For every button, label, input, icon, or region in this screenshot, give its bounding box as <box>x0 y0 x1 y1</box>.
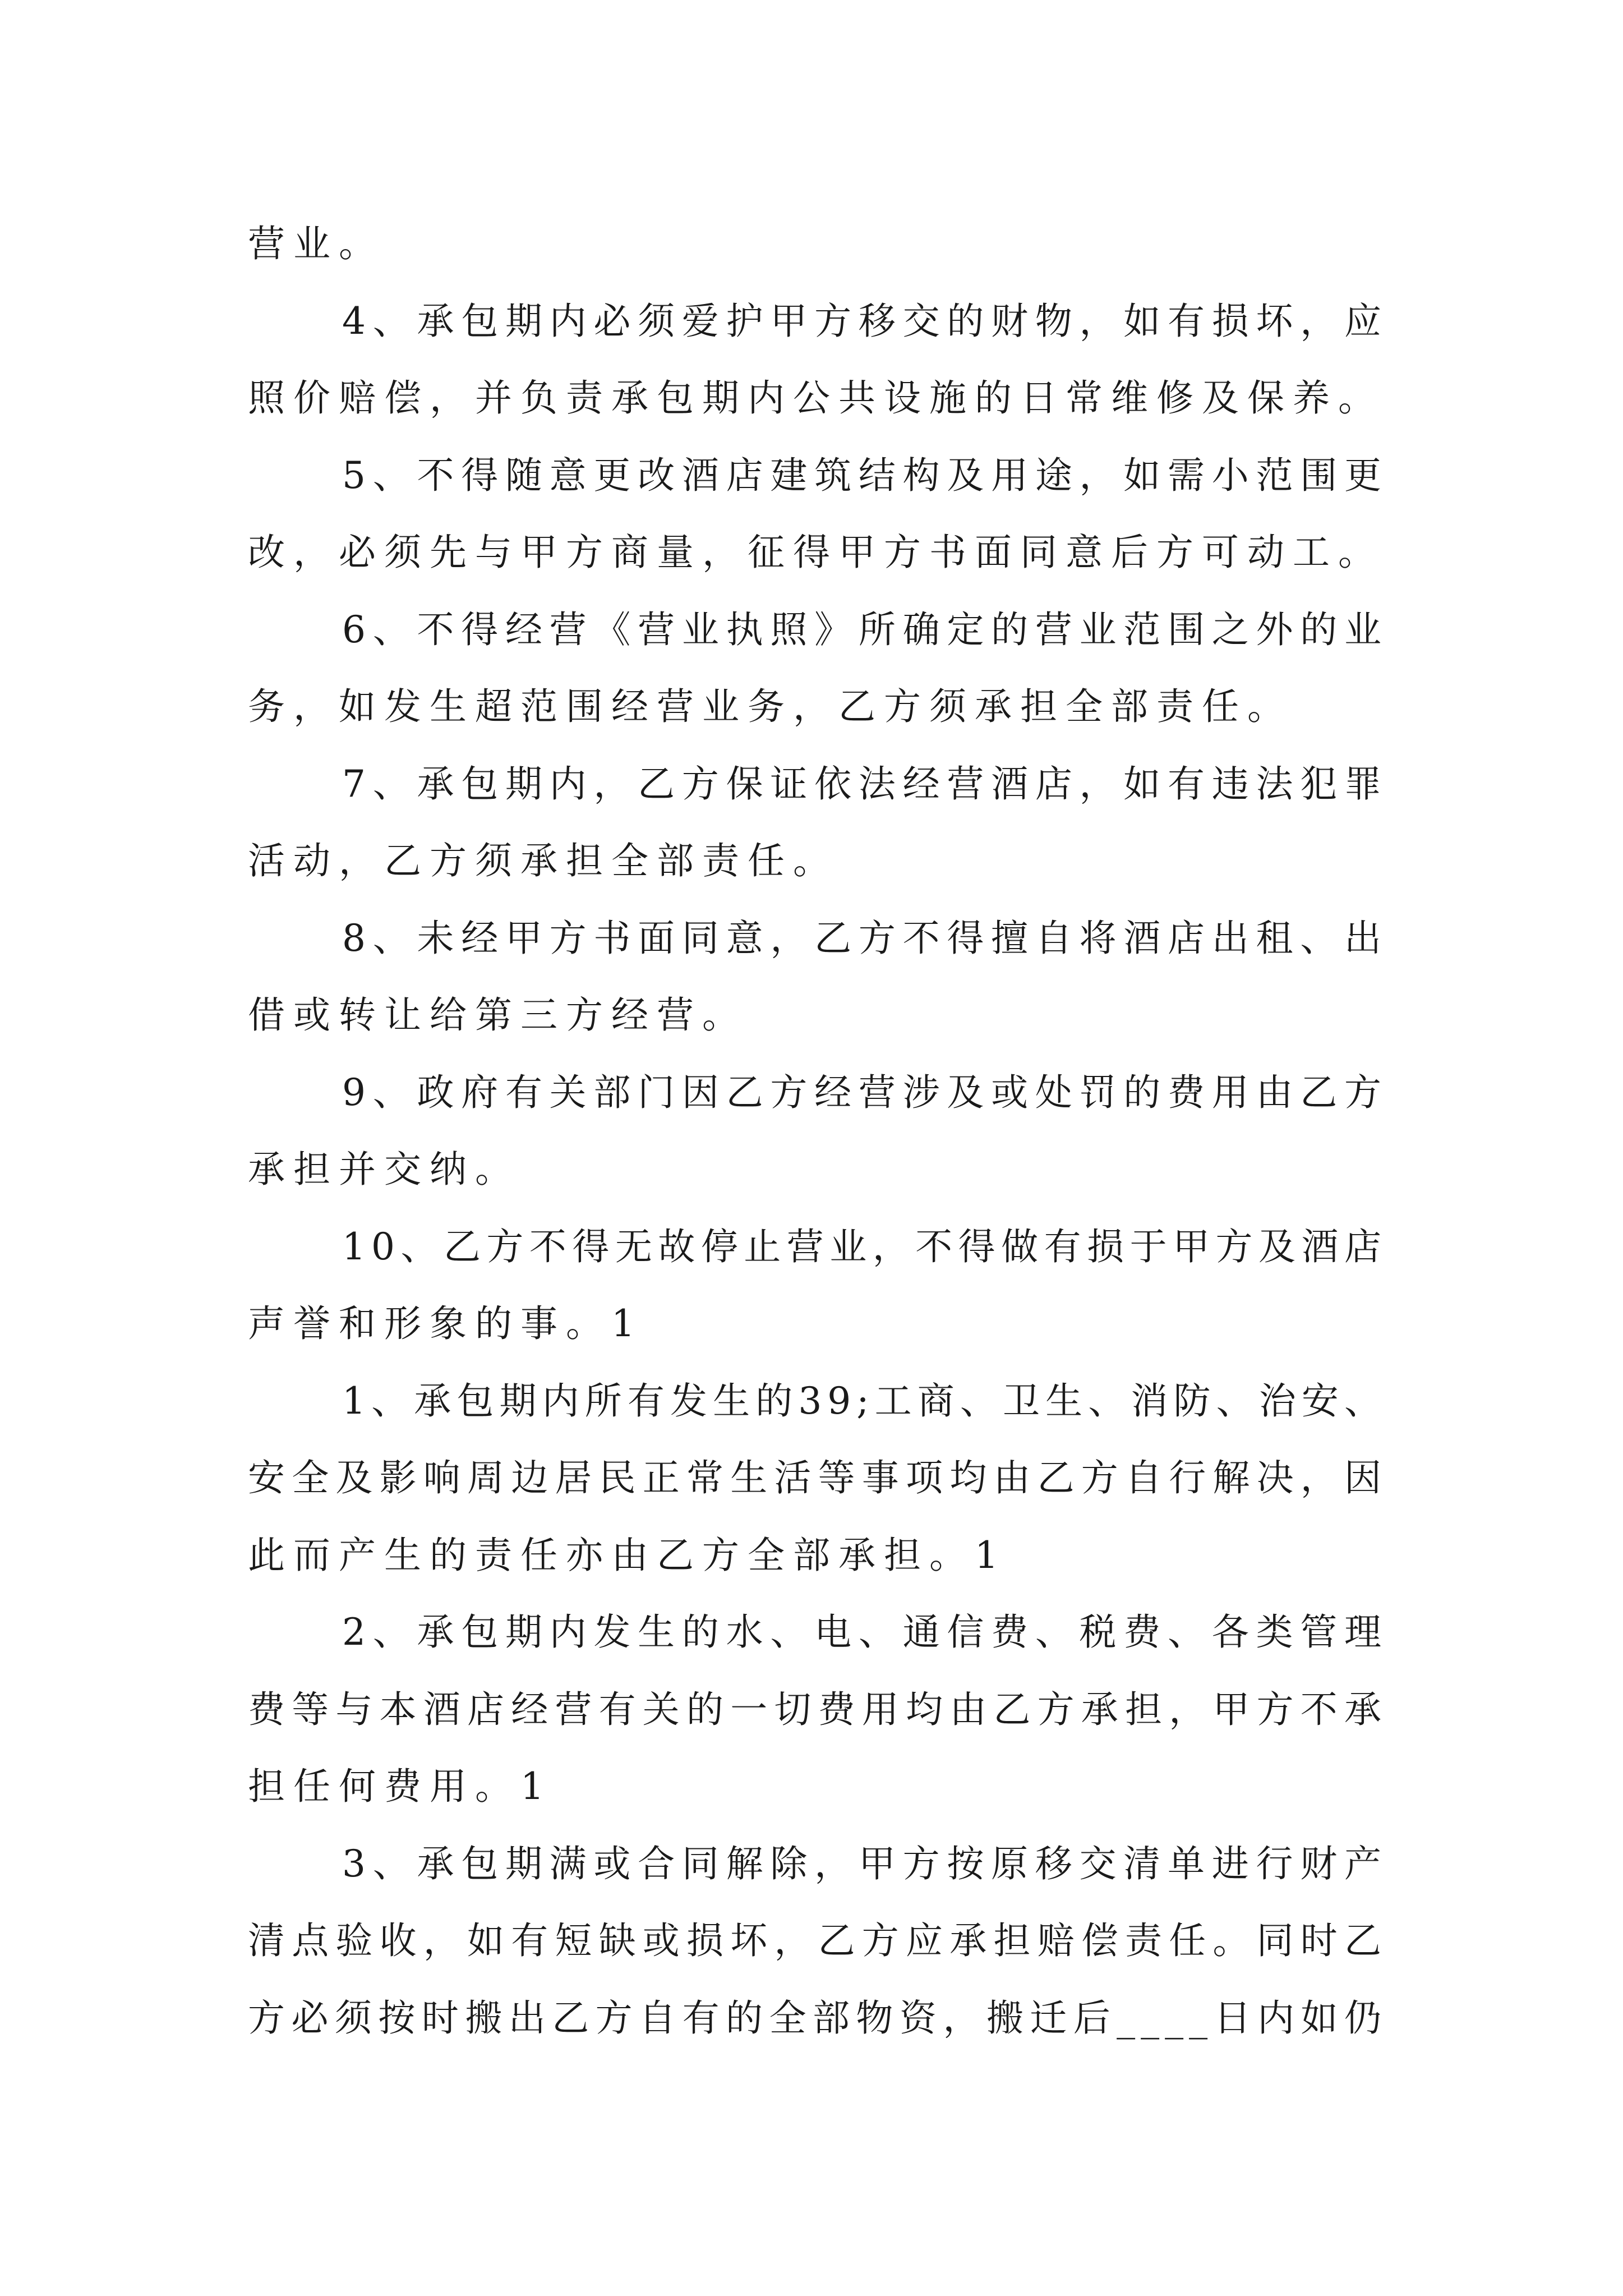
paragraph-line: 担任何费用。1 <box>248 1765 552 1808</box>
paragraph-line: 承担并交纳。 <box>248 1148 520 1191</box>
paragraph-line: 10、乙方不得无故停止营业，不得做有损于甲方及酒店 <box>342 1225 1387 1268</box>
paragraph-line: 安全及影响周边居民正常生活等事项均由乙方自行解决，因 <box>248 1456 1387 1499</box>
clause-paragraph <box>248 437 1387 591</box>
paragraph-line: 8、未经甲方书面同意，乙方不得擅自将酒店出租、出 <box>342 916 1387 960</box>
clause-paragraph <box>248 205 1387 283</box>
paragraph-line: 清点验收，如有短缺或损坏，乙方应承担赔偿责任。同时乙 <box>248 1919 1387 1962</box>
paragraph-line: 9、政府有关部门因乙方经营涉及或处罚的费用由乙方 <box>342 1070 1387 1114</box>
clause-paragraph <box>248 1594 1387 1825</box>
clause-paragraph <box>248 1054 1387 1208</box>
paragraph-line: 费等与本酒店经营有关的一切费用均由乙方承担，甲方不承 <box>248 1687 1387 1731</box>
clause-paragraph <box>248 746 1387 900</box>
clause-paragraph <box>248 283 1387 437</box>
paragraph-line: 此而产生的责任亦由乙方全部承担。1 <box>248 1533 1007 1577</box>
paragraph-line: 3、承包期满或合同解除，甲方按原移交清单进行财产 <box>342 1842 1387 1885</box>
paragraph-line: 营业。 <box>248 222 384 265</box>
clause-paragraph <box>248 900 1387 1054</box>
clause-paragraph <box>248 591 1387 746</box>
paragraph-line: 7、承包期内，乙方保证依法经营酒店，如有违法犯罪 <box>342 762 1387 806</box>
paragraph-line: 声誉和形象的事。1 <box>248 1302 643 1345</box>
paragraph-line: 4、承包期内必须爱护甲方移交的财物，如有损坏，应 <box>342 299 1387 343</box>
clause-paragraph <box>248 1363 1387 1594</box>
paragraph-line: 5、不得随意更改酒店建筑结构及用途，如需小范围更 <box>342 453 1387 497</box>
paragraph-line: 务，如发生超范围经营业务，乙方须承担全部责任。 <box>248 685 1293 728</box>
clause-paragraph <box>248 1825 1387 2057</box>
paragraph-line: 照价赔偿，并负责承包期内公共设施的日常维修及保养。 <box>248 376 1384 420</box>
paragraph-line: 活动，乙方须承担全部责任。 <box>248 839 838 882</box>
paragraph-line: 6、不得经营《营业执照》所确定的营业范围之外的业 <box>342 608 1387 651</box>
paragraph-line: 改，必须先与甲方商量，征得甲方书面同意后方可动工。 <box>248 531 1384 574</box>
paragraph-line: 借或转让给第三方经营。 <box>248 993 748 1037</box>
paragraph-line: 1、承包期内所有发生的39;工商、卫生、消防、治安、 <box>342 1379 1387 1423</box>
paragraph-line: 方必须按时搬出乙方自有的全部物资，搬迁后____日内如仍 <box>248 1996 1387 2040</box>
document-body <box>248 205 1387 2056</box>
clause-paragraph <box>248 1208 1387 1363</box>
paragraph-line: 2、承包期内发生的水、电、通信费、税费、各类管理 <box>342 1611 1387 1654</box>
